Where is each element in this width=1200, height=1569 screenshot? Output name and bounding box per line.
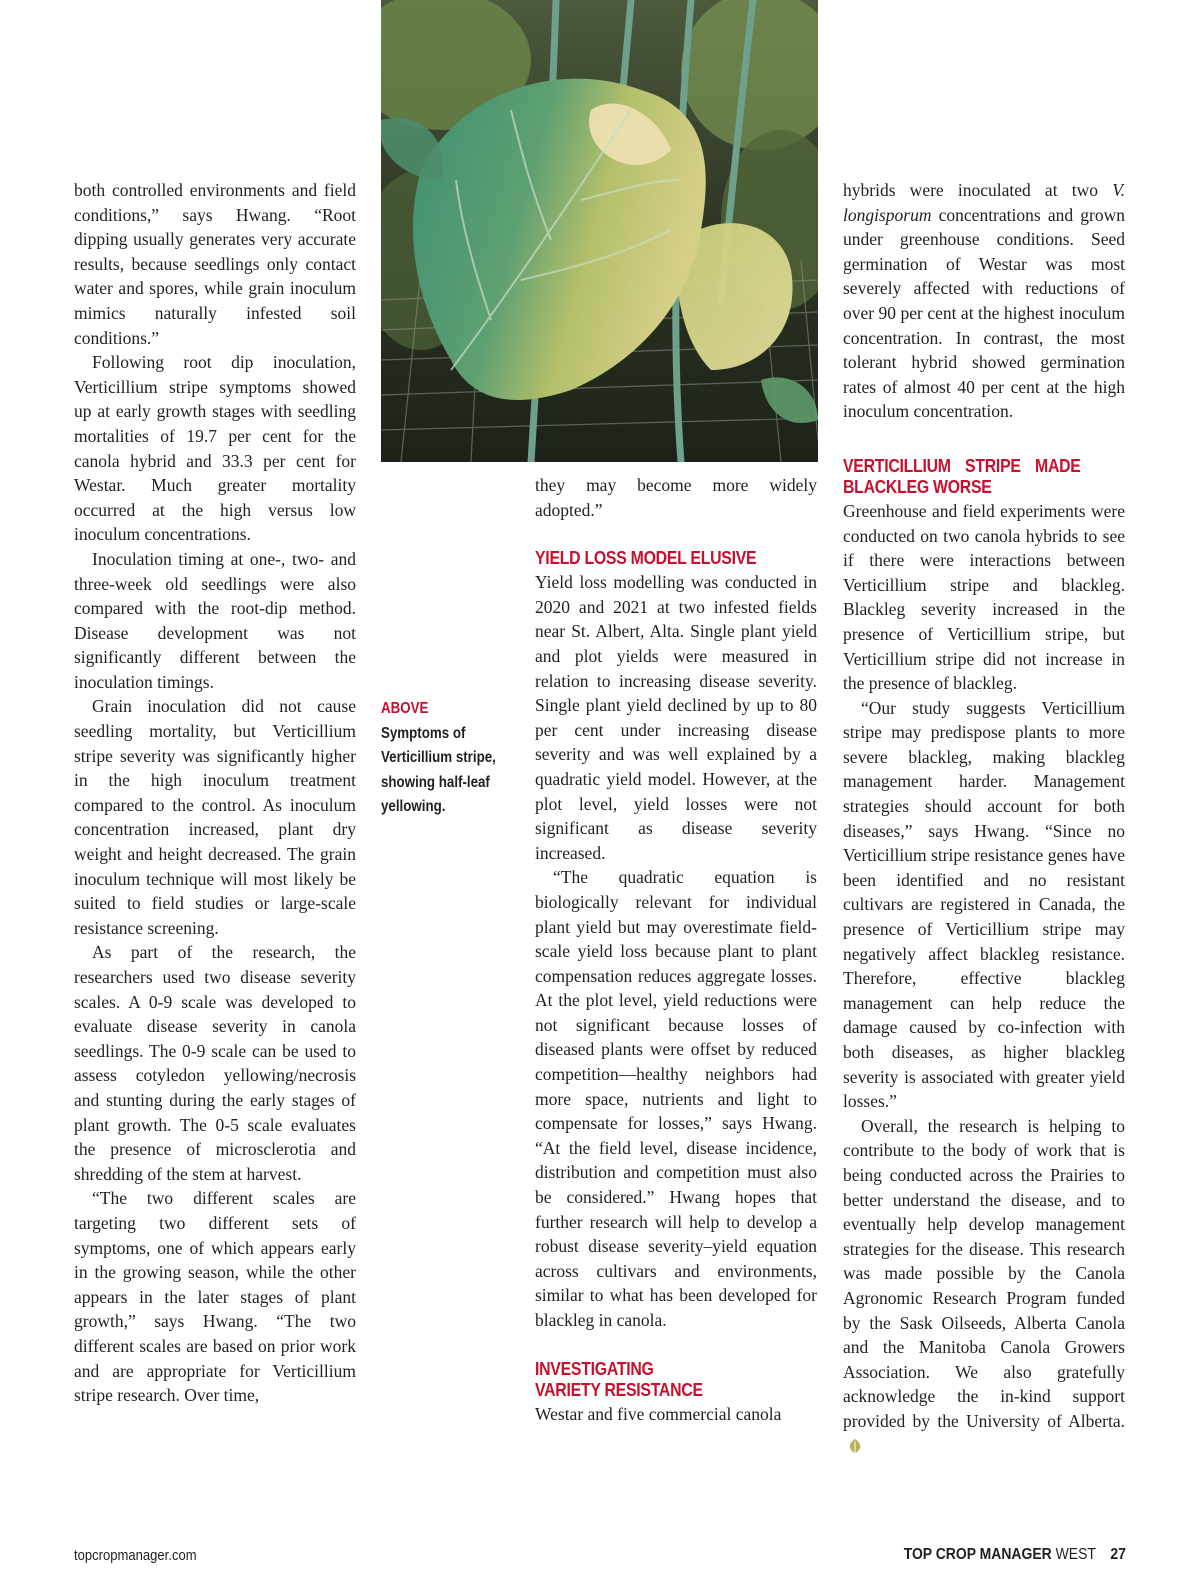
paragraph: As part of the research, the researchers used two disease severity scales. A 0-9 scale was developed to evaluate disease severity in canola seedlings. The 0-9 scale can be used to assess cotyledon yellowing/necrosis and stunting during the early stages of plant growth. The 0-5 scale evaluates the presence of microsclerotia and shredding of the stem at harvest. [74,942,356,1184]
footer-brand: TOP CROP MANAGER [903,1546,1052,1563]
species-name: V. longisporum [843,180,1125,225]
paragraph: they may become more widely adopted.” [535,475,817,520]
article-column-2 [535,473,817,1426]
page-number: 27 [1110,1546,1126,1563]
paragraph: “The two different scales are targeting two different sets of symptoms, one of which appears early in the growing season, while the other appears in the later stages of plant growth,” says Hwang. “The two different scales are based on prior work and are appropriate for Verticillium stripe research. Over time, [74,1188,356,1406]
text-run: concentrations and grown under greenhouse conditions. Seed germination of Westar was most severely affected with reductions of over 90 per cent at the highest inoculum concentration. In contrast, the most tolerant hybrid showed germination rates of almost 40 per cent at the high inoculum concentration. [843,204,1125,422]
text-run: Overall, the research is helping to contribute to the body of work that is being conducted across the Prairies to better understand the disease, and to eventually help develop management strategies for the disease. This research was made possible by the Canola Agronomic Research Program funded by the Sask Oilseeds, Alberta Canola and the Manitoba Canola Growers Association. We also gratefully acknowledge the in-kind support provided by the University of Alberta. [843,1115,1125,1431]
caption-text: Symptoms of Verticillium stripe, showing half-leaf yellowing. [381,724,496,815]
article-column-3 [843,178,1125,1458]
paragraph: Greenhouse and field experiments were conducted on two canola hybrids to see if there were interactions between Verticillium stripe and blackleg. Blackleg severity increased in the presence of Verticillium stripe, but Verticillium stripe did not increase in the presence of blackleg. [843,500,1125,694]
photo-caption [381,697,497,820]
paragraph [843,178,1125,424]
footer-masthead [904,1546,1126,1564]
section-heading: YIELD LOSS MODEL ELUSIVE [535,548,757,569]
paragraph: both controlled environments and field conditions,” says Hwang. “Root dipping usually generates very accurate results, because seedlings only contact water and spores, while grain inoculum mimics naturally infested soil conditions.” [74,180,356,348]
canola-leaf-end-icon [847,1438,863,1454]
paragraph: Following root dip inoculation, Verticillium stripe symptoms showed up at early growth stages with seedling mortalities of 19.7 per cent for the canola hybrid and 33.3 per cent for Westar. Much greater mortality occurred at the high versus low inoculum concentrations. [74,352,356,545]
text-run: hybrids were inoculated at two [843,180,1113,200]
paragraph: “The quadratic equation is biologically relevant for individual plant yield but may overestimate field-scale yield loss because plant to plant compensation reduces aggregate losses. At the plot level, yield reductions were not significant because losses of diseased plants were offset by reduced competition—healthy neighbors had more space, nutrients and light to compensate for losses,” says Hwang. “At the field level, disease incidence, distribution and competition must also be considered.” Hwang hopes that further research will help to develop a robust disease severity–yield equation across cultivars and environments, similar to what has been developed for blackleg in canola. [535,867,817,1330]
paragraph: Grain inoculation did not cause seedling mortality, but Verticillium stripe severity was significantly higher in the high inoculum treatment compared to the control. As inoculum concentration increased, plant dry weight and height decreased. The grain inoculum technique will most likely be suited to field studies or large-scale resistance screening. [74,696,356,938]
article-column-1 [74,178,356,1408]
leaf-photo-illustration [381,0,818,462]
paragraph: “Our study suggests Verticillium stripe may predispose plants to more severe blackleg, making blackleg management harder. Management strategies should account for both diseases,” says Hwang. “Since no Verticillium stripe resistance genes have been identified and no resistant cultivars are registered in Canada, the presence of Verticillium stripe may negatively affect blackleg resistance. Therefore, effective blackleg management can help reduce the damage caused by co-infection with both diseases, as higher blackleg severity is associated with greater yield losses.” [843,697,1125,1112]
canola-leaf-photo [381,0,818,462]
paragraph [843,1114,1125,1458]
paragraph: Yield loss modelling was conducted in 2020 and 2021 at two infested fields near St. Albert, Alta. Single plant yield and plot yields were measured in relation to increasing disease severity. Single plant yield declined by up to 80 per cent under increasing disease severity and was well explained by a quadratic yield model. However, at the plot level, yield losses were not significant as disease severity increased. [535,572,817,863]
section-heading: VERTICILLIUM STRIPE MADE BLACKLEG WORSE [843,455,1081,497]
footer-region: WEST [1055,1546,1096,1563]
paragraph: Westar and five commercial canola [535,1403,782,1424]
section-heading: INVESTIGATING VARIETY RESISTANCE [535,1358,703,1400]
footer-website: topcropmanager.com [74,1548,197,1564]
paragraph: Inoculation timing at one-, two- and three-week old seedlings were also compared with the root-dip method. Disease development was not significantly different between the inoculation timings. [74,548,356,692]
caption-lead: ABOVE [381,700,429,717]
